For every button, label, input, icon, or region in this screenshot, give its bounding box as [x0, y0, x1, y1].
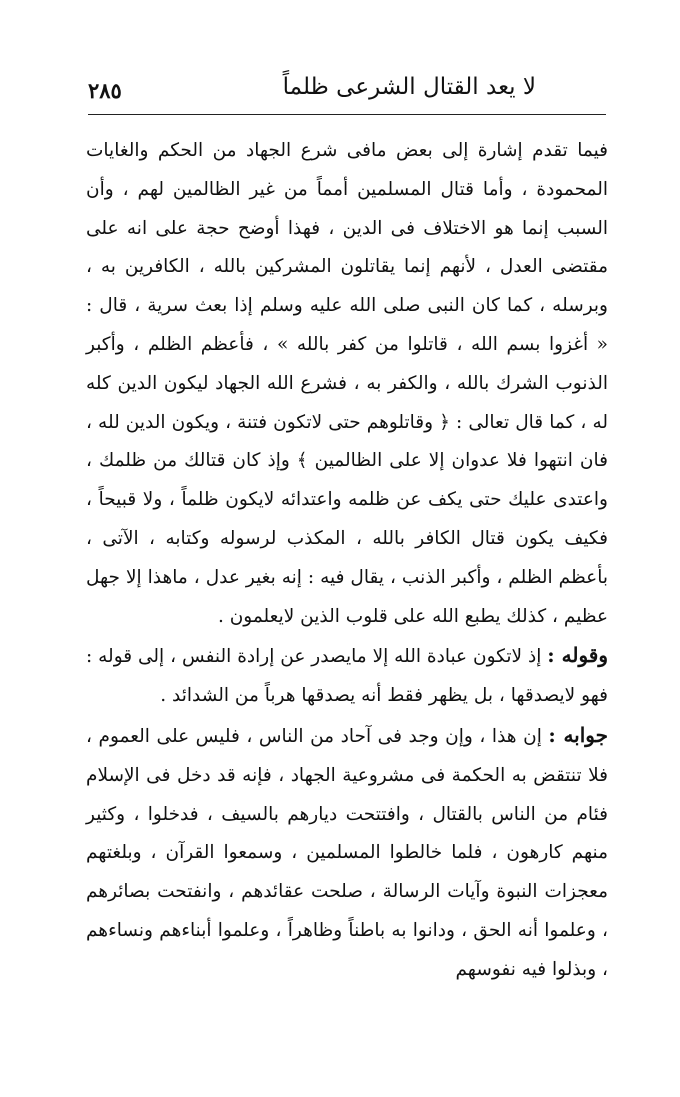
paragraph-lead: وقوله :	[547, 643, 608, 668]
body-text	[86, 132, 608, 990]
paragraph-text: إذ لاتكون عبادة الله إلا مايصدر عن إرادة النفس ، إلى قوله : فهو لايصدقها ، بل يظهر فقط أنه يصدقها هرباً من الشدائد .	[86, 646, 608, 707]
paragraph	[86, 132, 608, 636]
header-divider	[88, 114, 606, 115]
page-header	[88, 68, 606, 112]
paragraph-text: إن هذا ، وإن وجد فى آحاد من الناس ، فليس على العموم ، فلا تنتقض به الحكمة فى مشروعية الجهاد ، فإنه قد دخل فى الإسلام فئام من الناس بالقتال ، وافتتحت ديارهم بالسيف ، فدخلوا ، وكثير منهم كارهون ، فلما خالطوا المسلمين ، وسمعوا القرآن ، وبلغتهم معجزات النبوة وآيات الرسالة ، صلحت عقائدهم ، وانفتحت بصائرهم ، وعلموا أنه الحق ، ودانوا به باطناً وظاهراً ، وعلموا أبناءهم ونساءهم ، وبذلوا فيه نفوسهم	[86, 725, 608, 980]
paragraph-text: فيما تقدم إشارة إلى بعض مافى شرع الجهاد من الحكم والغايات المحمودة ، وأما قتال المسلمين أمماً من غير الظالمين لهم ، وأن السبب إنما هو الاختلاف فى الدين ، فهذا أوضح حجة على انه على مقتضى العدل ، لأنهم إنما يقاتلون المشركين بالله ، الكافرين به ، وبرسله ، كما كان النبى صلى الله عليه وسلم إذا بعث سرية ، قال : « أغزوا بسم الله ، قاتلوا من كفر بالله » ، فأعظم الظلم ، وأكبر الذنوب الشرك بالله ، والكفر به ، فشرع الله الجهاد ليكون الدين كله له ، كما قال تعالى : ﴿ وقاتلوهم حتى لاتكون فتنة ، ويكون الدين لله ، فان انتهوا فلا عدوان إلا على الظالمين ﴾ وإذ كان قتالك من ظلمك ، واعتدى عليك حتى يكف عن ظلمه واعتدائه لايكون ظلماً ، ولا قبيحاً ، فكيف يكون قتال الكافر بالله ، المكذب لرسوله وكتابه ، الآتى ، بأعظم الظلم ، وأكبر الذنب ، يقال فيه : إنه بغير عدل ، ماهذا إلا جهل عظيم ، كذلك يطبع الله على قلوب الذين لايعلمون .	[86, 140, 608, 627]
page-number: ٢٨٥	[88, 78, 122, 103]
running-title: لا يعد القتال الشرعى ظلماً	[282, 74, 536, 100]
paragraph	[86, 716, 608, 990]
paragraph	[86, 636, 608, 716]
paragraph-lead: جوابه :	[548, 722, 609, 747]
